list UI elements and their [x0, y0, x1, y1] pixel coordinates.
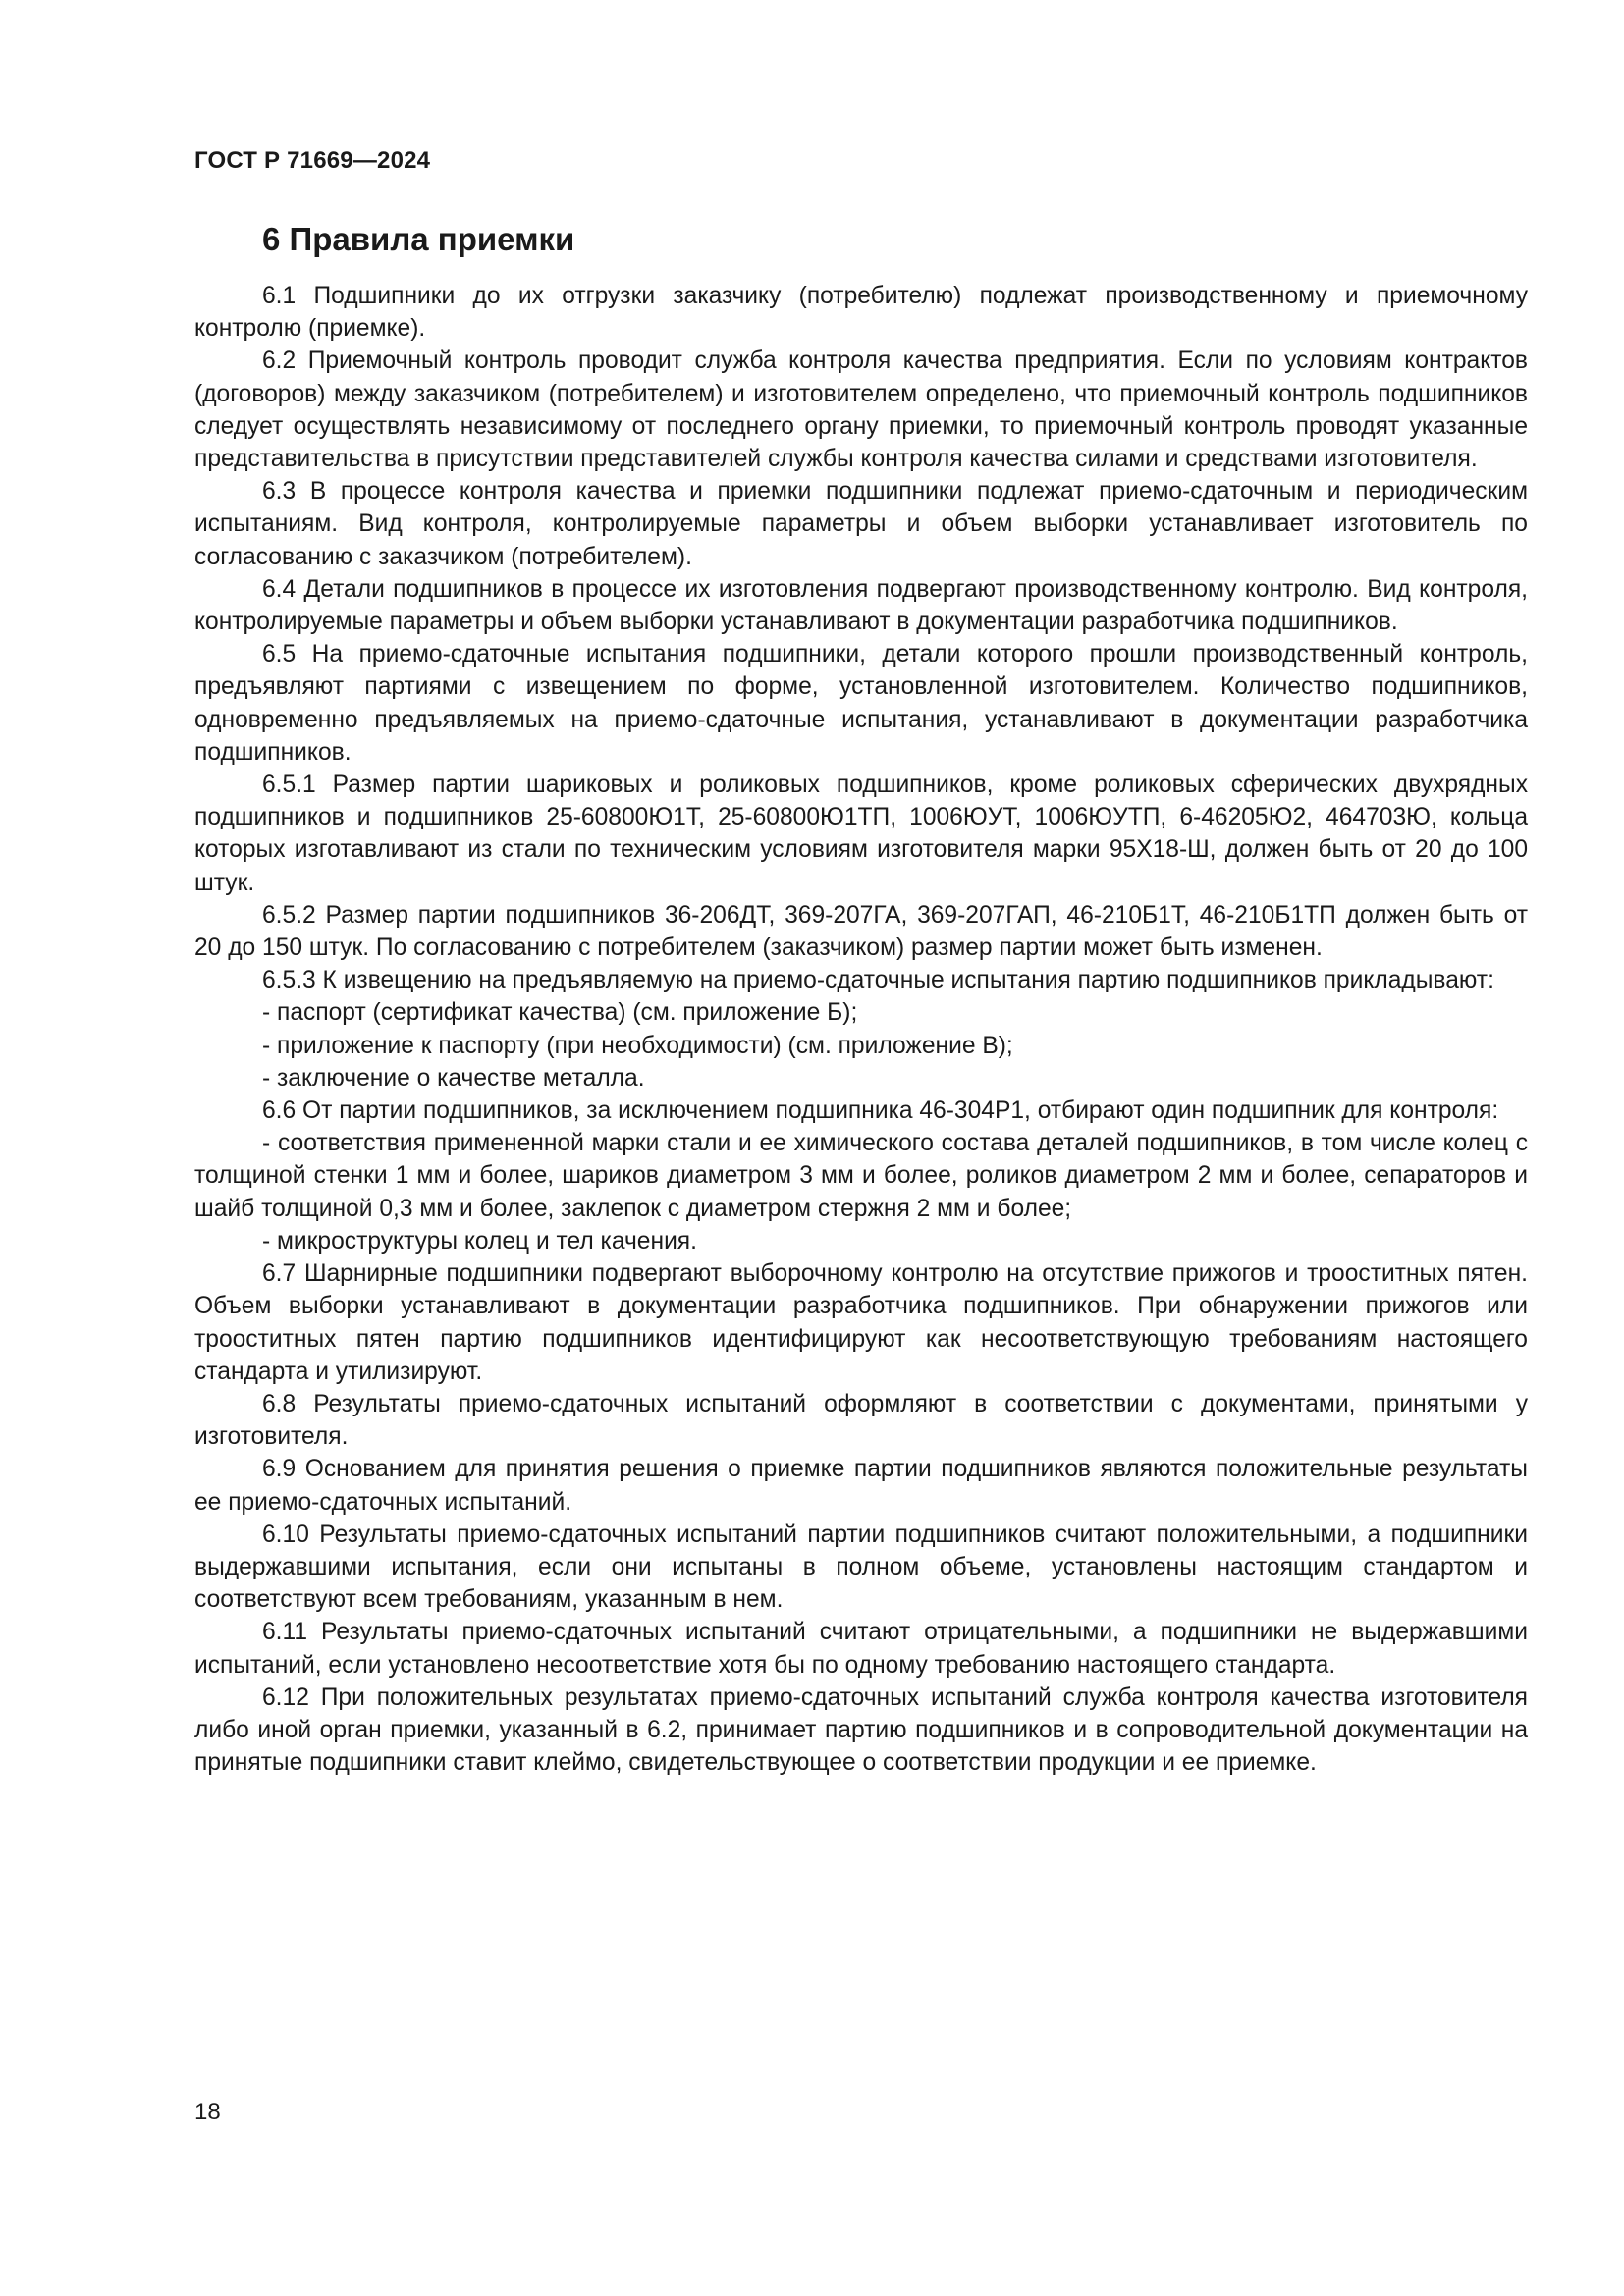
paragraph-6-5-1: 6.5.1 Размер партии шариковых и роликовых подшипников, кроме роликовых сферических двухрядных подшипников и подшипников 25-60800Ю1Т, 25-60800Ю1ТП, 1006ЮУТ, 1006ЮУТП, 6-46205Ю2, 464703Ю, кольца которых изготавливают из стали по техническим условиям изготовителя марки 95Х18-Ш, должен быть от 20 до 100 штук. — [194, 772, 1528, 896]
list-item: - соответствия примененной марки стали и ее химического состава деталей подшипников, в том числе колец с толщиной стенки 1 мм и более, шариков диаметром 3 мм и более, роликов диаметром 2 мм и более, сепараторов и шайб толщиной 0,3 мм и более, заклепок с диаметром стержня 2 мм и более; — [194, 1130, 1528, 1222]
paragraph-6-11: 6.11 Результаты приемо-сдаточных испытаний считают отрицательными, а подшипники не выдержавшими испытаний, если установлено несоответствие хотя бы по одному требованию настоящего стандарта. — [194, 1619, 1528, 1679]
paragraph-6-4: 6.4 Детали подшипников в процессе их изготовления подвергают производственному контролю. Вид контроля, контролируемые параметры и объем выборки устанавливают в документации разработчика подшипников. — [194, 575, 1528, 636]
list-item: - микроструктуры колец и тел качения. — [262, 1227, 697, 1255]
paragraph-6-3: 6.3 В процессе контроля качества и приемки подшипники подлежат приемо-сдаточным и периодическим испытаниям. Вид контроля, контролируемые параметры и объем выборки устанавливает изготовитель по согласованию с заказчиком (потребителем). — [194, 478, 1528, 570]
paragraph-6-1: 6.1 Подшипники до их отгрузки заказчику (потребителю) подлежат производственному и приемочному контролю (приемке). — [194, 283, 1528, 343]
paragraph-6-7: 6.7 Шарнирные подшипники подвергают выборочному контролю на отсутствие прижогов и трооститных пятен. Объем выборки устанавливают в документации разработчика подшипников. При обнаружении прижогов или трооститных пятен партию подшипников идентифицируют как несоответствующую требованиям настоящего стандарта и утилизируют. — [194, 1260, 1528, 1385]
list-item: - заключение о качестве металла. — [262, 1064, 645, 1092]
section-body — [194, 280, 1528, 1779]
list-item: - приложение к паспорту (при необходимости) (см. приложение В); — [262, 1032, 1013, 1059]
paragraph-6-8: 6.8 Результаты приемо-сдаточных испытаний оформляют в соответствии с документами, принятыми у изготовителя. — [194, 1390, 1528, 1451]
paragraph-6-5-2: 6.5.2 Размер партии подшипников 36-206ДТ, 369-207ГА, 369-207ГАП, 46-210Б1Т, 46-210Б1ТП должен быть от 20 до 150 штук. По согласованию с потребителем (заказчиком) размер партии может быть изменен. — [194, 901, 1528, 962]
paragraph-6-6: 6.6 От партии подшипников, за исключением подшипника 46-304Р1, отбирают один подшипник для контроля: — [262, 1097, 1499, 1125]
page-number: 18 — [194, 2099, 221, 2125]
document-code: ГОСТ Р 71669—2024 — [194, 147, 431, 174]
paragraph-6-5: 6.5 На приемо-сдаточные испытания подшипники, детали которого прошли производственный контроль, предъявляют партиями с извещением по форме, установленной изготовителем. Количество подшипников, одновременно предъявляемых на приемо-сдаточные испытания, устанавливают в документации разработчика подшипников. — [194, 641, 1528, 766]
list-item: - паспорт (сертификат качества) (см. приложение Б); — [262, 999, 858, 1027]
paragraph-6-12: 6.12 При положительных результатах приемо-сдаточных испытаний служба контроля качества изготовителя либо иной орган приемки, указанный в 6.2, принимает партию подшипников и в сопроводительной документации на принятые подшипники ставит клеймо, свидетельствующее о соответствии продукции и ее приемке. — [194, 1683, 1528, 1777]
paragraph-6-9: 6.9 Основанием для принятия решения о приемке партии подшипников являются положительные результаты ее приемо-сдаточных испытаний. — [194, 1456, 1528, 1516]
paragraph-6-10: 6.10 Результаты приемо-сдаточных испытаний партии подшипников считают положительными, а подшипники выдержавшими испытания, если они испытаны в полном объеме, установлены настоящим стандартом и соответствуют всем требованиям, указанным в нем. — [194, 1521, 1528, 1614]
section-title: 6 Правила приемки — [262, 221, 575, 257]
paragraph-6-5-3: 6.5.3 К извещению на предъявляемую на приемо-сдаточные испытания партию подшипников прикладывают: — [262, 967, 1494, 994]
paragraph-6-2: 6.2 Приемочный контроль проводит служба контроля качества предприятия. Если по условиям контрактов (договоров) между заказчиком (потребителем) и изготовителем определено, что приемочный контроль подшипников следует осуществлять независимому от последнего органу приемки, то приемочный контроль проводят указанные представительства в присутствии представителей службы контроля качества силами и средствами изготовителя. — [194, 347, 1528, 473]
